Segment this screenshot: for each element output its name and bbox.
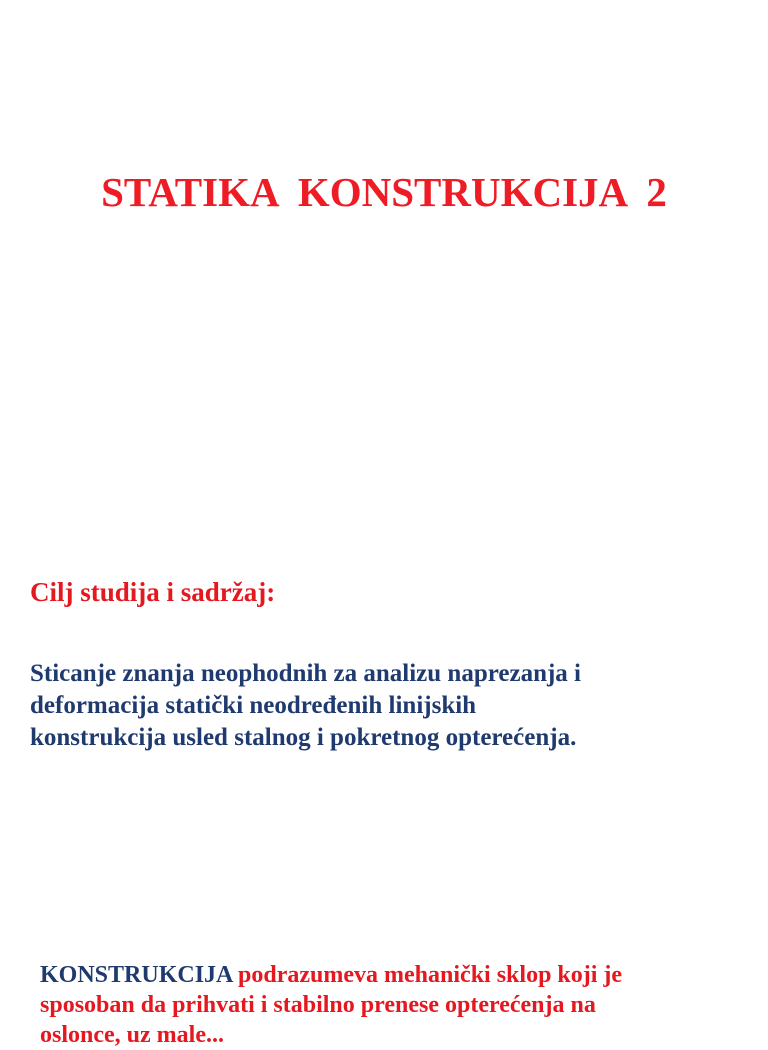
paragraph-line: Sticanje znanja neophodnih za analizu naprezanja i bbox=[30, 660, 582, 687]
goal-paragraph bbox=[30, 658, 750, 754]
definition-paragraph bbox=[40, 960, 740, 1050]
definition-line bbox=[40, 960, 740, 990]
definition-text: podrazumeva mehanički sklop koji je bbox=[232, 962, 623, 988]
definition-line: sposoban da prihvati i stabilno prenese opterećenja na bbox=[40, 992, 596, 1018]
paragraph-line: deformacija statički neodređenih linijskih bbox=[30, 692, 477, 719]
definition-term: KONSTRUKCIJA bbox=[40, 962, 233, 988]
page-title: STATIKA KONSTRUKCIJA 2 bbox=[101, 169, 667, 215]
paragraph-line: konstrukcija usled stalnog i pokretnog opterećenja. bbox=[30, 724, 577, 751]
section-heading: Cilj studija i sadržaj: bbox=[30, 577, 276, 607]
definition-line: oslonce, uz male... bbox=[40, 1022, 224, 1048]
